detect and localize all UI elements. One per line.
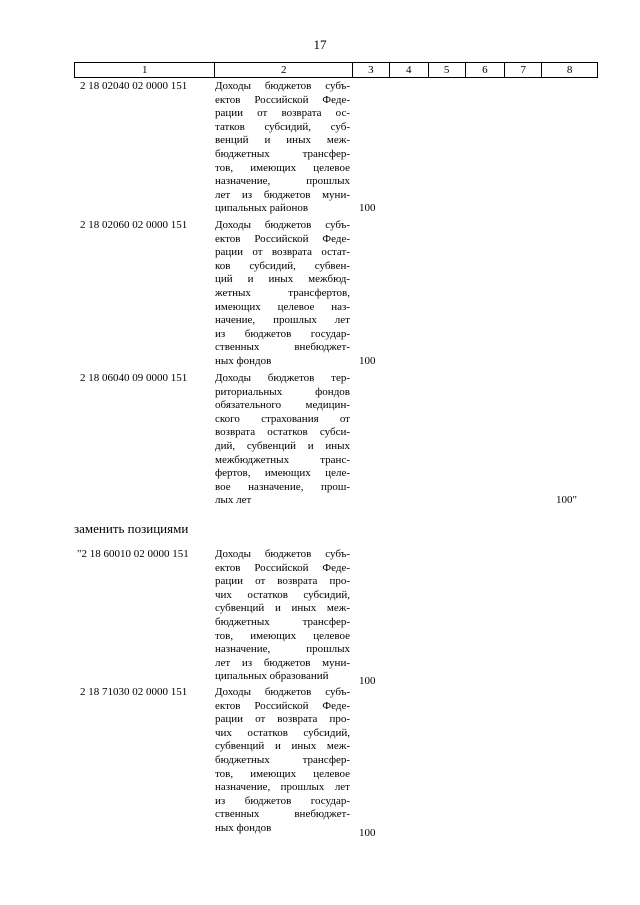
description-line: Доходы бюджетов субъ-: [215, 686, 350, 698]
description-line: межбюджетных транс-: [215, 453, 350, 466]
description-line: имеющих целевое наз-: [215, 300, 350, 313]
description-line: фертов, имеющих целе-: [215, 467, 350, 480]
description-line: из бюджетов государ-: [215, 327, 350, 340]
row-description: [215, 219, 350, 369]
description-line: ных фондов: [215, 354, 272, 367]
description-line: чих остатков субсидий,: [215, 588, 350, 601]
description-line: Доходы бюджетов субъ-: [215, 219, 350, 231]
description-line: чих остатков субсидий,: [215, 726, 350, 739]
page-number: 17: [313, 37, 327, 52]
description-line: назначение, прошлых лет: [215, 781, 350, 794]
row-description: [215, 548, 350, 684]
description-line: рации от возврата остат-: [215, 246, 350, 259]
description-line: Доходы бюджетов субъ-: [215, 548, 350, 560]
description-line: тов, имеющих целевое: [215, 161, 350, 174]
description-line: начение, прошлых лет: [215, 314, 350, 327]
header-cell-7: 7: [505, 63, 542, 77]
description-line: субвенций и иных меж-: [215, 740, 350, 753]
budget-code: 2 18 71030 02 0000 151: [80, 686, 188, 698]
description-line: дий, субвенций и иных: [215, 439, 350, 452]
row-description: [215, 372, 350, 508]
description-line: ектов Российской Феде-: [215, 699, 350, 712]
table-header: [74, 62, 598, 78]
description-line: ципальных районов: [215, 202, 309, 215]
description-line: жетных трансфертов,: [215, 286, 350, 299]
description-line: субвенций и иных меж-: [215, 602, 350, 615]
description-line: обязательного медицин-: [215, 399, 350, 412]
description-line: рации от возврата про-: [215, 575, 350, 588]
row-description: [215, 686, 350, 836]
header-cell-8: 8: [566, 64, 573, 76]
description-line: назначение, прошлых: [215, 643, 350, 656]
description-line: из бюджетов государ-: [215, 794, 350, 807]
description-line: ственных внебюджет-: [215, 808, 350, 821]
description-line: лет из бюджетов муни-: [215, 188, 350, 201]
description-line: ков субсидий, субвен-: [215, 259, 350, 272]
description-line: вое назначение, прош-: [215, 480, 350, 493]
description-line: ектов Российской Феде-: [215, 232, 350, 245]
budget-code: 2 18 02040 02 0000 151: [80, 80, 188, 92]
description-line: Доходы бюджетов тер-: [215, 372, 350, 384]
budget-code: 2 18 06040 09 0000 151: [80, 372, 188, 384]
header-cell-5: 5: [429, 63, 466, 77]
description-line: ных фондов: [215, 821, 272, 834]
description-line: ций и иных межбюд-: [215, 273, 350, 286]
header-cell-2: 2: [215, 63, 352, 77]
row-description: [215, 80, 350, 216]
description-line: риториальных фондов: [215, 385, 350, 398]
description-line: рации от возврата про-: [215, 713, 350, 726]
column-3-value: 100: [359, 355, 376, 367]
header-cell-3: 3: [353, 63, 390, 77]
replace-heading: заменить позициями: [74, 521, 189, 536]
description-line: лых лет: [215, 494, 252, 507]
header-cell-6: 6: [466, 63, 506, 77]
description-line: лет из бюджетов муни-: [215, 656, 350, 669]
description-line: ектов Российской Феде-: [215, 561, 350, 574]
description-line: ского страхования от: [215, 412, 350, 425]
description-line: рации от возврата ос-: [215, 107, 350, 120]
description-line: ципальных образований: [215, 670, 329, 683]
column-3-value: 100: [359, 827, 376, 839]
column-8-value: 100": [556, 494, 577, 506]
description-line: венций и иных меж-: [215, 134, 350, 147]
description-line: бюджетных трансфер-: [215, 753, 350, 766]
header-cell-4: 4: [390, 63, 429, 77]
description-line: тов, имеющих целевое: [215, 629, 350, 642]
description-line: тов, имеющих целевое: [215, 767, 350, 780]
description-line: ственных внебюджет-: [215, 341, 350, 354]
description-line: татков субсидий, суб-: [215, 120, 350, 133]
description-line: возврата остатков субси-: [215, 426, 350, 439]
description-line: ектов Российской Феде-: [215, 93, 350, 106]
description-line: Доходы бюджетов субъ-: [215, 80, 350, 92]
description-line: назначение, прошлых: [215, 175, 350, 188]
column-3-value: 100: [359, 202, 376, 214]
description-line: бюджетных трансфер-: [215, 615, 350, 628]
budget-code: "2 18 60010 02 0000 151: [77, 548, 189, 560]
description-line: бюджетных трансфер-: [215, 147, 350, 160]
header-cell-1: 1: [75, 63, 215, 77]
column-3-value: 100: [359, 675, 376, 687]
budget-code: 2 18 02060 02 0000 151: [80, 219, 188, 231]
